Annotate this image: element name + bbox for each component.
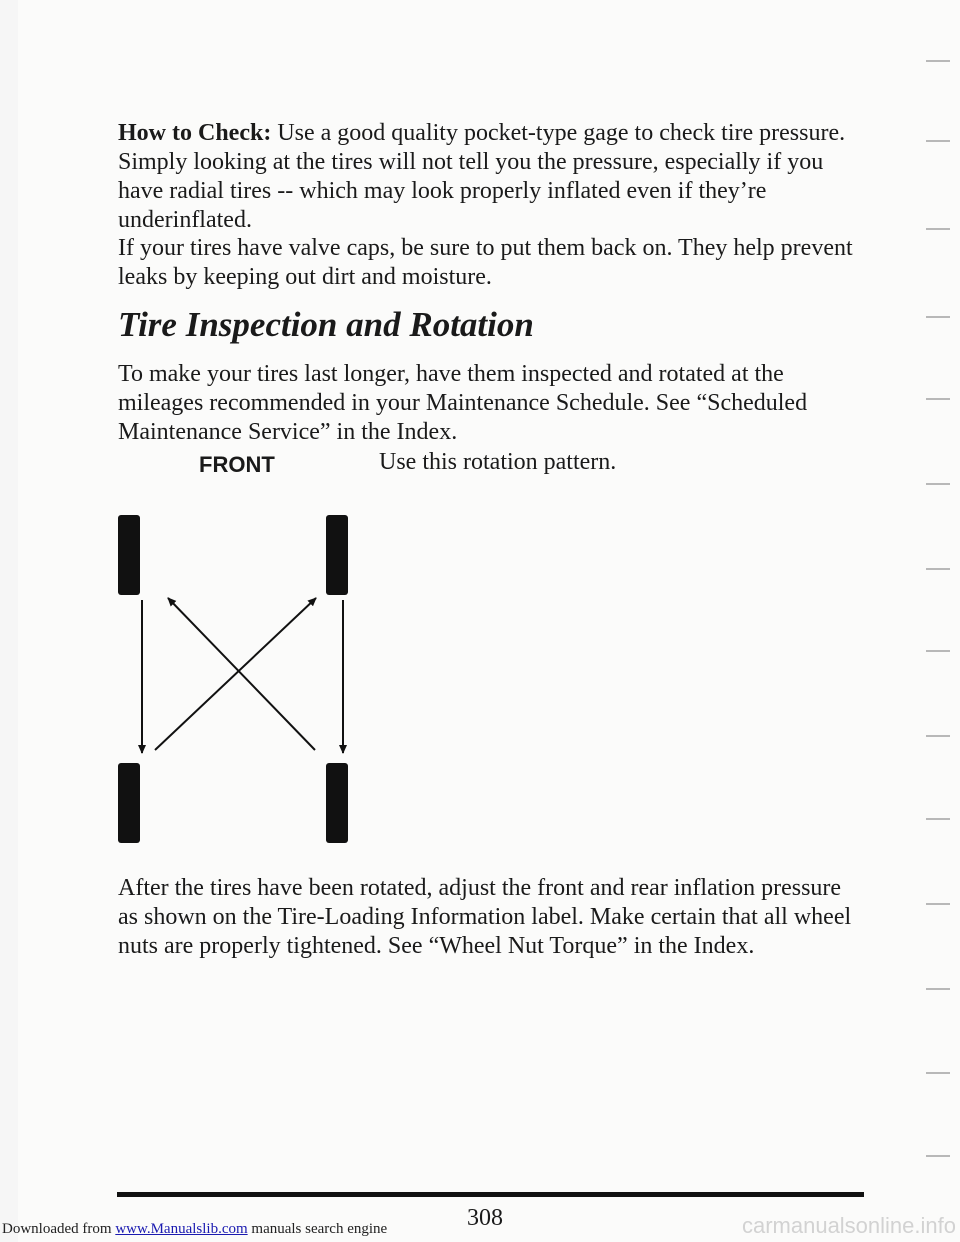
margin-tick (926, 988, 950, 990)
margin-tick (926, 1072, 950, 1074)
page-number: 308 (467, 1205, 503, 1231)
manualslib-link[interactable]: www.Manualslib.com (115, 1221, 248, 1237)
margin-tick (926, 903, 950, 905)
front-right-tire (326, 515, 348, 595)
scan-gutter (0, 0, 18, 1242)
watermark: carmanualsonline.info (741, 1213, 956, 1238)
margin-tick (926, 483, 950, 485)
how-to-check-lead: How to Check: (118, 120, 272, 146)
rear-left-tire (118, 763, 140, 843)
rotation-intro-paragraph: To make your tires last longer, have them inspected and rotated at the mileages recommended in your Maintenance Schedule. See “Scheduled Maintenance Service” in the Index. (118, 361, 808, 445)
rear-right-tire (326, 763, 348, 843)
margin-tick (926, 1155, 950, 1157)
front-left-tire (118, 515, 140, 595)
bottom-rule (117, 1192, 864, 1197)
margin-tick (926, 650, 950, 652)
footer-suffix: manuals search engine (247, 1221, 388, 1237)
how-to-check-text: Use a good quality pocket-type gage to check tire pressure. Simply looking at the tires will not tell you the pressure, especially if you have radial tires -- which may look properly inflated even if they’re underinflated. (118, 120, 846, 233)
margin-tick (926, 140, 950, 142)
margin-tick (926, 228, 950, 230)
margin-tick (926, 818, 950, 820)
front-label: FRONT (199, 452, 275, 477)
margin-tick (926, 398, 950, 400)
margin-tick (926, 568, 950, 570)
section-heading: Tire Inspection and Rotation (118, 305, 534, 344)
footer-prefix: Downloaded from (2, 1221, 116, 1237)
margin-tick (926, 316, 950, 318)
tire-rotation-diagram (118, 505, 378, 845)
rotation-caption: Use this rotation pattern. (379, 449, 617, 475)
margin-tick (926, 60, 950, 62)
download-footer (2, 1221, 387, 1238)
valve-caps-paragraph: If your tires have valve caps, be sure to put them back on. They help prevent leaks by keeping out dirt and moisture. (118, 235, 853, 290)
margin-tick (926, 735, 950, 737)
after-rotation-paragraph: After the tires have been rotated, adjust the front and rear inflation pressure as shown on the Tire-Loading Information label. Make certain that all wheel nuts are properly tightened. See “Wheel Nut Torque” in the Index. (118, 875, 852, 959)
how-to-check-paragraph (118, 119, 863, 235)
